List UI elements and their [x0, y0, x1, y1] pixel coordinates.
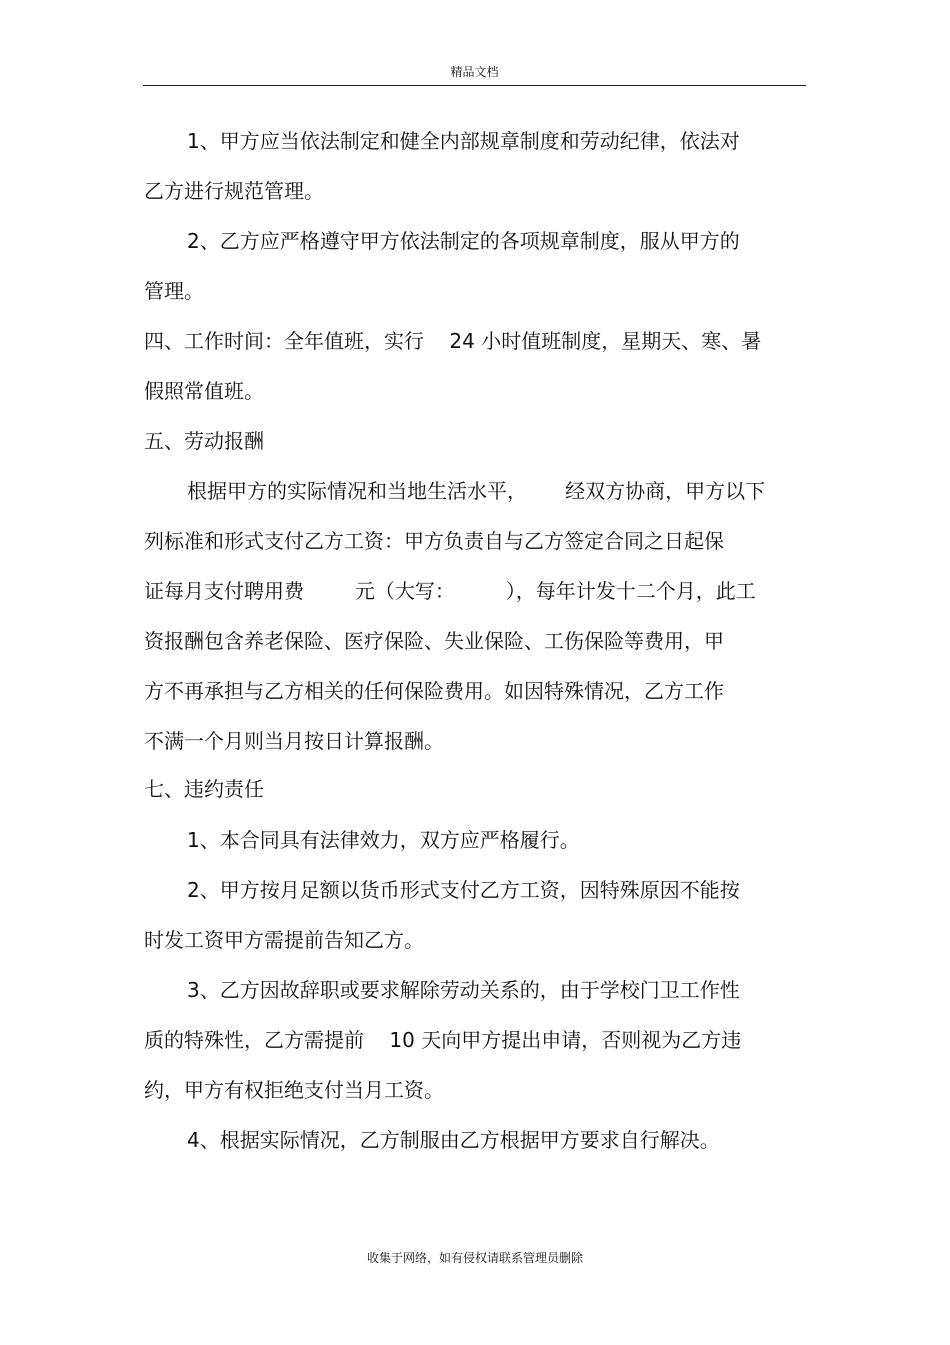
text-line: 4、根据实际情况，乙方制服由乙方根据甲方要求自行解决。: [187, 1128, 720, 1152]
text-line: 资报酬包含养老保险、医疗保险、失业保险、工伤保险等费用，甲: [144, 629, 724, 653]
text-line: 2、甲方按月足额以货币形式支付乙方工资，因特殊原因不能按: [187, 878, 740, 902]
text-line: 约，甲方有权拒绝支付当月工资。: [144, 1078, 444, 1102]
text-line: 根据甲方的实际情况和当地生活水平， 经双方协商，甲方以下: [187, 479, 766, 503]
text-line: 乙方进行规范管理。: [144, 179, 324, 203]
text-line: 1、本合同具有法律效力，双方应严格履行。: [187, 828, 580, 852]
text-line: 质的特殊性，乙方需提前 10 天向甲方提出申请，否则视为乙方违: [144, 1028, 742, 1052]
text-line: 时发工资甲方需提前告知乙方。: [144, 928, 424, 952]
text-line: 1、甲方应当依法制定和健全内部规章制度和劳动纪律，依法对: [187, 129, 740, 153]
text-line: 四、工作时间：全年值班，实行 24 小时值班制度，星期天、寒、暑: [144, 329, 762, 353]
text-line: 不满一个月则当月按日计算报酬。: [144, 729, 444, 753]
text-line: 证每月支付聘用费 元（大写： ），每年计发十二个月，此工: [144, 579, 756, 603]
text-line: 假照常值班。: [144, 379, 264, 403]
text-line: 管理。: [144, 279, 204, 303]
section-heading: 七、违约责任: [144, 777, 264, 801]
text-line: 方不再承担与乙方相关的任何保险费用。如因特殊情况，乙方工作: [144, 679, 724, 703]
header-divider: [143, 85, 806, 86]
page-header: 精品文档: [450, 65, 499, 79]
text-line: 2、乙方应严格遵守甲方依法制定的各项规章制度，服从甲方的: [187, 229, 740, 253]
page-footer: 收集于网络，如有侵权请联系管理员删除: [366, 1251, 583, 1265]
text-line: 3、乙方因故辞职或要求解除劳动关系的，由于学校门卫工作性: [187, 978, 740, 1002]
section-heading: 五、劳动报酬: [144, 429, 264, 453]
text-line: 列标准和形式支付乙方工资：甲方负责自与乙方签定合同之日起保: [144, 529, 724, 553]
